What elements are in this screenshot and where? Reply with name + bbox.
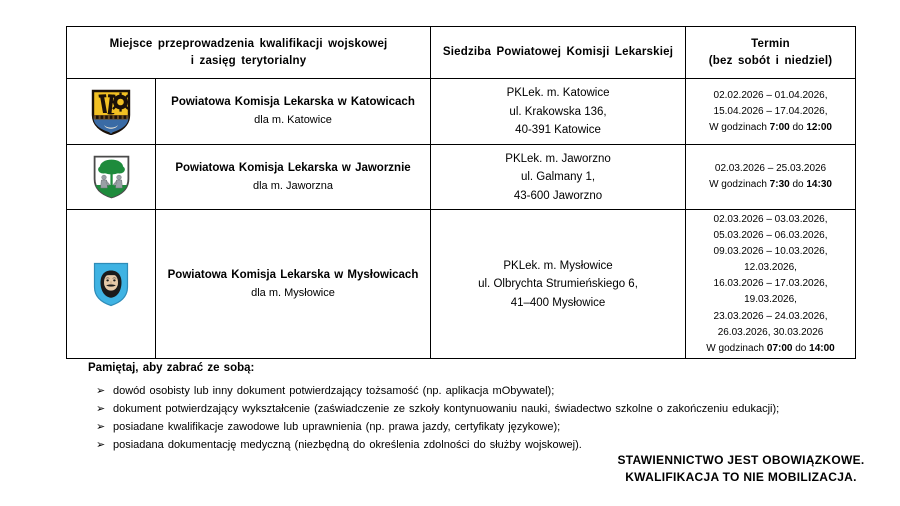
hours-from: 7:30 — [769, 179, 790, 191]
katowice-coat-of-arms — [91, 89, 131, 135]
arrow-bullet-icon: ➢ — [96, 385, 106, 397]
jaworzno-coat-of-arms — [93, 155, 130, 199]
header-seat: Siedziba Powiatowej Komisji Lekarskiej — [431, 27, 686, 79]
list-item — [96, 419, 888, 437]
header-term — [686, 27, 856, 79]
term-line: 05.03.2026 – 06.03.2026, — [713, 229, 828, 241]
term-hours — [686, 177, 855, 193]
reminder-title: Pamiętaj, aby zabrać ze sobą: — [88, 362, 255, 374]
crest-cell-jaworzno — [67, 145, 156, 210]
hours-mid: do — [792, 343, 810, 354]
hours-from: 07:00 — [766, 343, 793, 354]
list-item-label: posiadana dokumentację medyczną (niezbędną do określenia zdolności do służby wojskowej). — [113, 438, 582, 451]
header-place-line2: i zasięg terytorialny — [190, 54, 307, 67]
list-item-label: posiadane kwalifikacje zawodowe lub uprawnienia (np. prawa jazdy, certyfikaty językowe); — [113, 420, 561, 433]
term-line: 02.02.2026 – 01.04.2026, — [713, 89, 828, 101]
list-item — [96, 383, 888, 401]
seat-line: PKLek. m. Katowice — [506, 87, 610, 100]
commission-area: dla m. Mysłowice — [251, 286, 335, 299]
table-row — [67, 145, 856, 210]
seat-line: ul. Krakowska 136, — [509, 105, 607, 118]
seat-line: ul. Olbrychta Strumieńskiego 6, — [478, 278, 638, 291]
hours-to: 14:30 — [806, 179, 832, 191]
seat-line: PKLek. m. Mysłowice — [503, 259, 613, 272]
header-place — [67, 27, 431, 79]
term-line: 02.03.2026 – 03.03.2026, — [713, 213, 828, 225]
header-place-line1: Miejsce przeprowadzenia kwalifikacji wojskowej — [109, 38, 388, 50]
hours-mid: do — [789, 179, 807, 191]
term-line: 19.03.2026, — [744, 294, 797, 306]
term-line: 23.03.2026 – 24.03.2026, — [713, 310, 828, 322]
closing-statement — [596, 452, 886, 486]
closing-line-2: KWALIFIKACJA TO NIE MOBILIZACJA. — [625, 470, 857, 485]
hours-to: 12:00 — [806, 121, 832, 133]
table-row — [67, 79, 856, 145]
term-line: 15.04.2026 – 17.04.2026, — [713, 105, 828, 117]
seat-line: 41–400 Mysłowice — [510, 296, 606, 309]
commission-name: Powiatowa Komisja Lekarska w Jaworznie — [175, 161, 411, 174]
table-row — [67, 210, 856, 359]
commission-name: Powiatowa Komisja Lekarska w Mysłowicach — [167, 268, 419, 281]
hours-to: 14:00 — [809, 343, 835, 354]
list-item-label: dokument potwierdzający wykształcenie (zaświadczenie ze szkoły kontynuowaniu nauki, świadectwo szkolne o zakończeniu edukacji); — [113, 402, 780, 415]
term-line: 09.03.2026 – 10.03.2026, — [713, 245, 828, 257]
qualification-schedule-table — [66, 26, 856, 359]
hours-prefix: W godzinach — [706, 343, 767, 354]
seat-cell-myslowice — [431, 210, 686, 359]
arrow-bullet-icon: ➢ — [96, 420, 106, 433]
term-cell-jaworzno — [686, 145, 856, 210]
term-hours — [686, 120, 855, 136]
hours-prefix: W godzinach — [709, 121, 770, 133]
seat-line: ul. Galmany 1, — [520, 171, 596, 184]
place-cell-jaworzno — [156, 145, 431, 210]
term-line: 12.03.2026, — [744, 262, 797, 274]
seat-line: PKLek. m. Jaworzno — [505, 152, 611, 165]
reminder-section — [88, 362, 888, 455]
seat-line: 43-600 Jaworzno — [513, 189, 603, 202]
commission-name: Powiatowa Komisja Lekarska w Katowicach — [171, 96, 415, 109]
arrow-bullet-icon: ➢ — [96, 402, 106, 415]
term-line: 02.03.2026 – 25.03.2026 — [714, 163, 827, 175]
myslowice-coat-of-arms — [93, 262, 129, 307]
crest-cell-katowice — [67, 79, 156, 145]
crest-cell-myslowice — [67, 210, 156, 359]
hours-prefix: W godzinach — [709, 179, 770, 191]
commission-area: dla m. Jaworzna — [252, 179, 334, 192]
seat-cell-jaworzno — [431, 145, 686, 210]
closing-line-1: STAWIENNICTWO JEST OBOWIĄZKOWE. — [617, 453, 865, 467]
term-cell-katowice — [686, 79, 856, 145]
list-item — [96, 401, 888, 419]
reminder-list — [88, 383, 888, 455]
header-term-line1: Termin — [751, 38, 790, 50]
hours-from: 7:00 — [769, 121, 790, 133]
term-hours — [686, 341, 855, 357]
list-item-label: dowód osobisty lub inny dokument potwierdzający tożsamość (np. aplikacja mObywatel); — [113, 385, 555, 397]
place-cell-katowice — [156, 79, 431, 145]
commission-area: dla m. Katowice — [254, 114, 332, 127]
seat-cell-katowice — [431, 79, 686, 145]
hours-mid: do — [789, 121, 807, 133]
seat-line: 40-391 Katowice — [515, 124, 601, 137]
term-cell-myslowice — [686, 210, 856, 359]
arrow-bullet-icon: ➢ — [96, 438, 106, 451]
header-term-line2: (bez sobót i niedziel) — [708, 54, 833, 67]
place-cell-myslowice — [156, 210, 431, 359]
term-line: 16.03.2026 – 17.03.2026, — [713, 278, 828, 290]
table-header-row — [67, 27, 856, 79]
term-line: 26.03.2026, 30.03.2026 — [717, 326, 824, 338]
